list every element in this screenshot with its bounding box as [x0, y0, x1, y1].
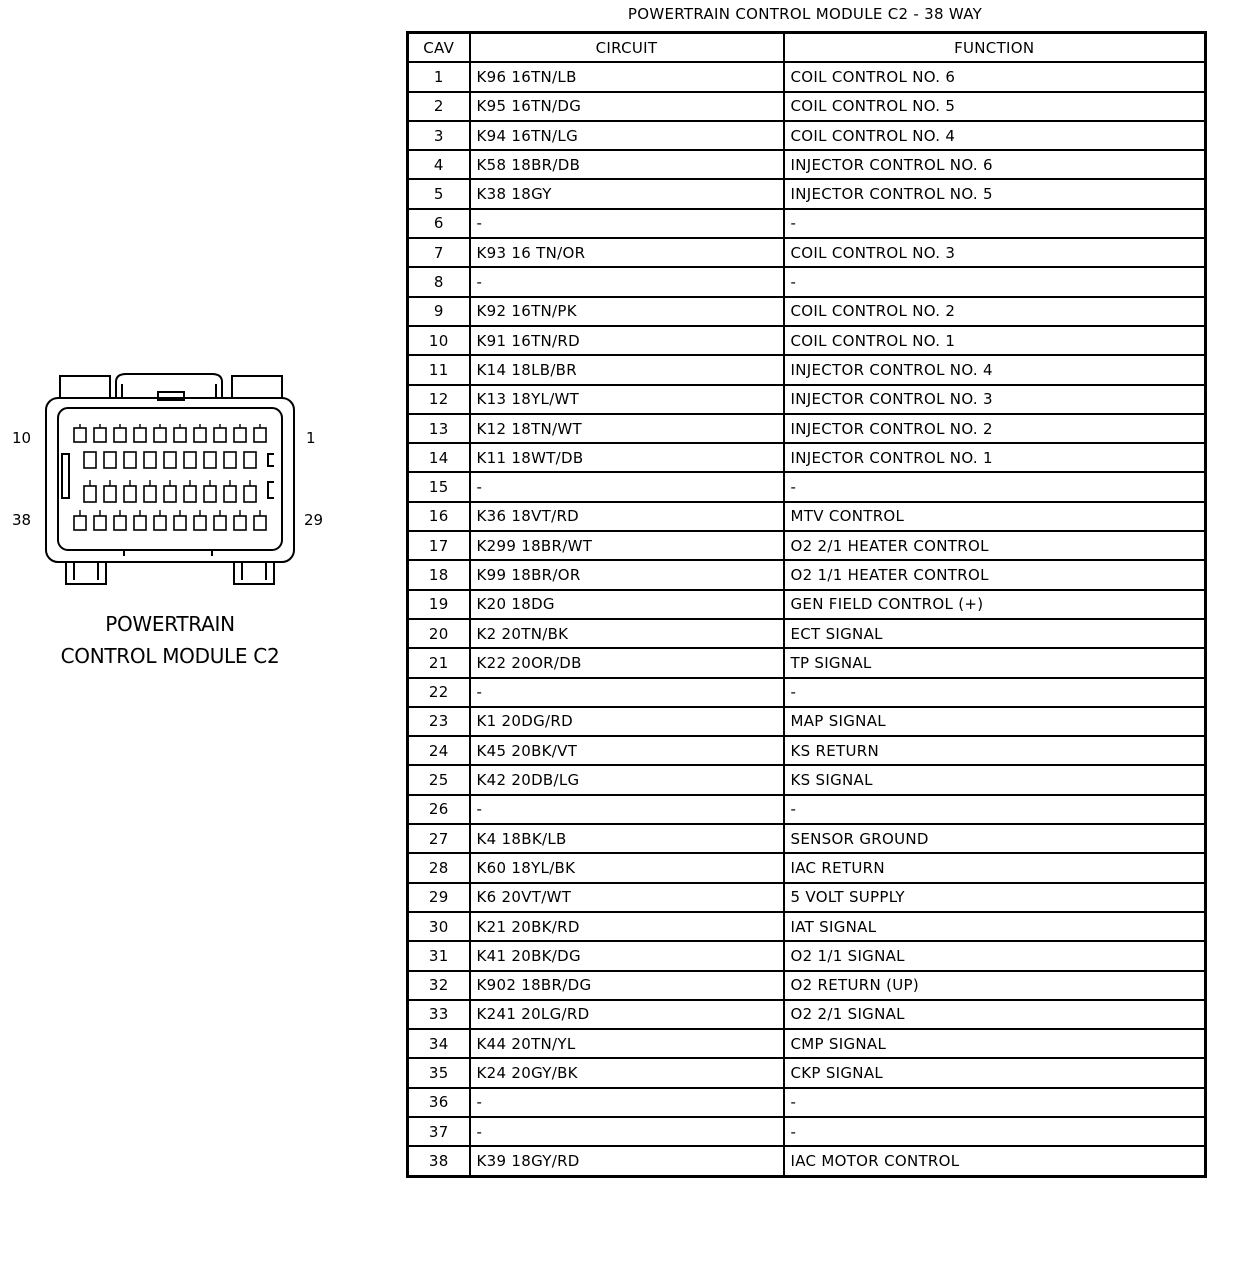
cell-circuit: - — [470, 472, 784, 501]
cell-function: - — [784, 1088, 1206, 1117]
cell-function: COIL CONTROL NO. 6 — [784, 62, 1206, 91]
cell-circuit: - — [470, 267, 784, 296]
cell-function: O2 1/1 SIGNAL — [784, 941, 1206, 970]
side-key-right — [268, 454, 274, 498]
table-row — [408, 795, 1206, 824]
cell-function: KS SIGNAL — [784, 765, 1206, 794]
cell-function: - — [784, 267, 1206, 296]
cell-cav: 17 — [408, 531, 470, 560]
cell-circuit: K14 18LB/BR — [470, 355, 784, 384]
connector-caption-line2: CONTROL MODULE C2 — [60, 644, 280, 668]
cell-function: - — [784, 795, 1206, 824]
cell-circuit: K45 20BK/VT — [470, 736, 784, 765]
latch-bottom-right — [234, 562, 274, 584]
cell-cav: 16 — [408, 502, 470, 531]
cell-cav: 29 — [408, 883, 470, 912]
cell-function: COIL CONTROL NO. 4 — [784, 121, 1206, 150]
cell-function: INJECTOR CONTROL NO. 6 — [784, 150, 1206, 179]
table-row — [408, 941, 1206, 970]
cell-function: O2 2/1 SIGNAL — [784, 1000, 1206, 1029]
table-row — [408, 560, 1206, 589]
table-row — [408, 619, 1206, 648]
cell-circuit: - — [470, 209, 784, 238]
cell-circuit: - — [470, 795, 784, 824]
cell-cav: 10 — [408, 326, 470, 355]
cell-cav: 12 — [408, 385, 470, 414]
cell-function: INJECTOR CONTROL NO. 1 — [784, 443, 1206, 472]
table-row — [408, 472, 1206, 501]
cell-function: IAC MOTOR CONTROL — [784, 1146, 1206, 1176]
table-row — [408, 531, 1206, 560]
cell-circuit: K91 16TN/RD — [470, 326, 784, 355]
cell-circuit: K94 16TN/LG — [470, 121, 784, 150]
table-row — [408, 92, 1206, 121]
cell-circuit: K44 20TN/YL — [470, 1029, 784, 1058]
table-row — [408, 385, 1206, 414]
table-row — [408, 443, 1206, 472]
cell-function: - — [784, 209, 1206, 238]
pinout-table-body — [408, 62, 1206, 1176]
table-row — [408, 502, 1206, 531]
table-row — [408, 179, 1206, 208]
cell-circuit: K1 20DG/RD — [470, 707, 784, 736]
cell-function: - — [784, 678, 1206, 707]
cell-cav: 19 — [408, 590, 470, 619]
cell-function: KS RETURN — [784, 736, 1206, 765]
table-row — [408, 238, 1206, 267]
cell-function: - — [784, 1117, 1206, 1146]
pinout-table — [406, 31, 1207, 1178]
cell-cav: 8 — [408, 267, 470, 296]
cell-function: INJECTOR CONTROL NO. 3 — [784, 385, 1206, 414]
cell-circuit: K20 18DG — [470, 590, 784, 619]
cell-circuit: K41 20BK/DG — [470, 941, 784, 970]
table-row — [408, 971, 1206, 1000]
table-row — [408, 678, 1206, 707]
connector-caption — [40, 608, 300, 672]
connector-inner-face — [58, 408, 282, 550]
cell-function: INJECTOR CONTROL NO. 5 — [784, 179, 1206, 208]
cell-function: - — [784, 472, 1206, 501]
cell-cav: 20 — [408, 619, 470, 648]
table-row — [408, 765, 1206, 794]
cell-cav: 27 — [408, 824, 470, 853]
cell-cav: 36 — [408, 1088, 470, 1117]
latch-top-right — [232, 376, 282, 398]
cell-circuit: K99 18BR/OR — [470, 560, 784, 589]
cell-function: IAT SIGNAL — [784, 912, 1206, 941]
cell-cav: 4 — [408, 150, 470, 179]
cell-circuit: K241 20LG/RD — [470, 1000, 784, 1029]
table-row — [408, 297, 1206, 326]
cell-cav: 33 — [408, 1000, 470, 1029]
connector-face-diagram — [8, 370, 338, 610]
connector-drawing — [8, 370, 338, 610]
cell-function: COIL CONTROL NO. 5 — [784, 92, 1206, 121]
cell-cav: 9 — [408, 297, 470, 326]
cell-circuit: K93 16 TN/OR — [470, 238, 784, 267]
table-row — [408, 1000, 1206, 1029]
cell-circuit: K92 16TN/PK — [470, 297, 784, 326]
cell-circuit: K21 20BK/RD — [470, 912, 784, 941]
cell-function: TP SIGNAL — [784, 648, 1206, 677]
table-row — [408, 883, 1206, 912]
cavity-grid — [74, 428, 266, 530]
table-row — [408, 62, 1206, 91]
cavity-label-10: 10 — [12, 429, 32, 447]
table-row — [408, 267, 1206, 296]
table-row — [408, 707, 1206, 736]
top-lock-bar — [116, 374, 222, 398]
cell-cav: 21 — [408, 648, 470, 677]
table-row — [408, 1058, 1206, 1087]
cell-circuit: - — [470, 1117, 784, 1146]
cell-circuit: K13 18YL/WT — [470, 385, 784, 414]
cell-cav: 38 — [408, 1146, 470, 1176]
table-row — [408, 209, 1206, 238]
cell-circuit: K11 18WT/DB — [470, 443, 784, 472]
cell-cav: 37 — [408, 1117, 470, 1146]
table-row — [408, 121, 1206, 150]
side-key-left — [62, 454, 69, 498]
cell-circuit: K36 18VT/RD — [470, 502, 784, 531]
cell-function: MTV CONTROL — [784, 502, 1206, 531]
cell-circuit: K96 16TN/LB — [470, 62, 784, 91]
table-title: POWERTRAIN CONTROL MODULE C2 - 38 WAY — [627, 5, 983, 23]
cell-cav: 11 — [408, 355, 470, 384]
cell-cav: 1 — [408, 62, 470, 91]
cell-circuit: K22 20OR/DB — [470, 648, 784, 677]
cell-circuit: K38 18GY — [470, 179, 784, 208]
table-row — [408, 912, 1206, 941]
cell-circuit: K42 20DB/LG — [470, 765, 784, 794]
cavity-label-1: 1 — [306, 429, 316, 447]
cell-function: COIL CONTROL NO. 1 — [784, 326, 1206, 355]
table-row — [408, 1146, 1206, 1176]
cell-function: GEN FIELD CONTROL (+) — [784, 590, 1206, 619]
table-row — [408, 648, 1206, 677]
cell-cav: 2 — [408, 92, 470, 121]
cell-function: O2 2/1 HEATER CONTROL — [784, 531, 1206, 560]
cell-circuit: K2 20TN/BK — [470, 619, 784, 648]
table-row — [408, 355, 1206, 384]
cell-cav: 34 — [408, 1029, 470, 1058]
table-row — [408, 150, 1206, 179]
cavity-label-38: 38 — [12, 511, 32, 529]
connector-caption-line1: POWERTRAIN — [105, 612, 235, 636]
table-row — [408, 824, 1206, 853]
cell-circuit: K12 18TN/WT — [470, 414, 784, 443]
cell-circuit: K58 18BR/DB — [470, 150, 784, 179]
table-header-row — [408, 33, 1206, 63]
table-row — [408, 414, 1206, 443]
cell-circuit: - — [470, 1088, 784, 1117]
cell-function: ECT SIGNAL — [784, 619, 1206, 648]
cell-cav: 25 — [408, 765, 470, 794]
cell-function: COIL CONTROL NO. 2 — [784, 297, 1206, 326]
cell-circuit: K6 20VT/WT — [470, 883, 784, 912]
latch-bottom-left — [66, 562, 106, 584]
latch-top-left — [60, 376, 110, 398]
cell-cav: 14 — [408, 443, 470, 472]
cell-function: MAP SIGNAL — [784, 707, 1206, 736]
cell-circuit: K4 18BK/LB — [470, 824, 784, 853]
table-row — [408, 1088, 1206, 1117]
header-cav: CAV — [408, 33, 470, 63]
cell-function: COIL CONTROL NO. 3 — [784, 238, 1206, 267]
cell-cav: 28 — [408, 853, 470, 882]
cell-function: CKP SIGNAL — [784, 1058, 1206, 1087]
cell-cav: 6 — [408, 209, 470, 238]
table-row — [408, 326, 1206, 355]
cell-cav: 24 — [408, 736, 470, 765]
table-row — [408, 590, 1206, 619]
cell-function: O2 RETURN (UP) — [784, 971, 1206, 1000]
cell-cav: 3 — [408, 121, 470, 150]
cell-cav: 18 — [408, 560, 470, 589]
cell-cav: 23 — [408, 707, 470, 736]
cell-cav: 35 — [408, 1058, 470, 1087]
table-row — [408, 853, 1206, 882]
cell-function: INJECTOR CONTROL NO. 4 — [784, 355, 1206, 384]
cell-cav: 7 — [408, 238, 470, 267]
cell-cav: 32 — [408, 971, 470, 1000]
table-row — [408, 1029, 1206, 1058]
header-circuit: CIRCUIT — [470, 33, 784, 63]
cell-circuit: K299 18BR/WT — [470, 531, 784, 560]
cell-circuit: K24 20GY/BK — [470, 1058, 784, 1087]
cell-function: O2 1/1 HEATER CONTROL — [784, 560, 1206, 589]
cell-function: IAC RETURN — [784, 853, 1206, 882]
cell-circuit: K39 18GY/RD — [470, 1146, 784, 1176]
cell-cav: 5 — [408, 179, 470, 208]
cell-circuit: - — [470, 678, 784, 707]
cell-function: CMP SIGNAL — [784, 1029, 1206, 1058]
cell-function: SENSOR GROUND — [784, 824, 1206, 853]
header-function: FUNCTION — [784, 33, 1206, 63]
cell-circuit: K95 16TN/DG — [470, 92, 784, 121]
cell-cav: 30 — [408, 912, 470, 941]
cell-cav: 15 — [408, 472, 470, 501]
table-row — [408, 1117, 1206, 1146]
cell-circuit: K902 18BR/DG — [470, 971, 784, 1000]
cell-cav: 31 — [408, 941, 470, 970]
cell-function: INJECTOR CONTROL NO. 2 — [784, 414, 1206, 443]
cell-cav: 13 — [408, 414, 470, 443]
cell-cav: 26 — [408, 795, 470, 824]
table-row — [408, 736, 1206, 765]
cavity-label-29: 29 — [304, 511, 324, 529]
cell-circuit: K60 18YL/BK — [470, 853, 784, 882]
cell-cav: 22 — [408, 678, 470, 707]
cell-function: 5 VOLT SUPPLY — [784, 883, 1206, 912]
